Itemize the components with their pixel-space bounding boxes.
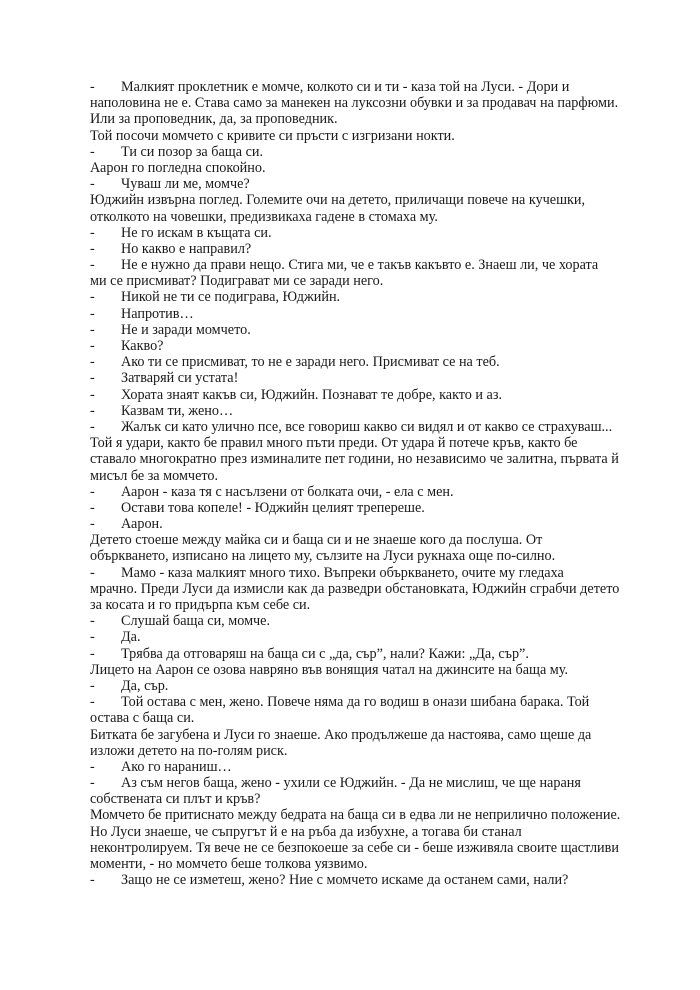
dialogue-dash: - [90,499,95,516]
dialogue-line [90,646,650,662]
dialogue-dash: - [90,240,95,257]
dialogue-line [90,484,650,500]
dialogue-dash: - [90,224,95,241]
dialogue-dash: - [90,613,95,630]
dialogue-dash: - [90,176,95,193]
narration-line [90,710,650,726]
narration-line [90,95,650,111]
line-text: Мамо - каза малкият много тихо. Въпреки объркването, очите му гледаха [121,564,564,581]
line-text: Той я удари, както бе правил много пъти преди. От удара й потече кръв, както бе [90,435,578,452]
line-text: объркването, изписано на лицето му, сълзите на Луси рукнаха още по-силно. [90,548,556,565]
line-text: Хората знаят какъв си, Юджийн. Познават те добре, както и аз. [121,386,503,403]
line-text: Слушай баща си, момче. [121,613,271,630]
line-text: Той посочи момчето с кривите си пръсти с изгризани нокти. [90,127,455,144]
dialogue-dash: - [90,370,95,387]
dialogue-line [90,257,650,273]
dialogue-line [90,79,650,95]
line-text: Аз съм негов баща, жено - ухили се Юджийн. - Да не мислиш, че ще нараня [121,775,581,792]
line-text: Аарон - каза тя с насълзени от болката очи, - ела с мен. [121,483,454,500]
narration-line [90,128,650,144]
line-text: за косата и го придърпа към себе си. [90,597,311,613]
narration-line [90,743,650,759]
line-text: Затваряй си устата! [121,370,239,387]
narration-line [90,273,650,289]
line-text: Жалък си като улично псе, все говориш какво си видял и от какво се страхуваш... [121,418,613,435]
line-text: Или за проповедник, да, за проповедник. [90,111,338,128]
narration-line [90,824,650,840]
narration-line [90,532,650,548]
line-text: Ако ти се присмиват, то не е заради него. Присмиват се на теб. [121,354,500,371]
line-text: Напротив… [121,305,194,322]
dialogue-dash: - [90,386,95,403]
line-text: мрачно. Преди Луси да измисли как да разведри обстановката, Юджийн сграбчи детето [90,580,620,597]
dialogue-dash: - [90,629,95,646]
dialogue-dash: - [90,354,95,371]
narration-line [90,597,650,613]
line-text: Не го искам в къщата си. [121,224,272,241]
line-text: Чуваш ли ме, момче? [121,176,250,193]
line-text: моменти, - но момчето беше толкова уязвимо. [90,856,368,872]
line-text: Малкият проклетник е момче, колкото си и ти - каза той на Луси. - Дори и [121,79,570,95]
dialogue-line [90,516,650,532]
line-text: собствената си плът и кръв? [90,791,261,808]
dialogue-dash: - [90,677,95,694]
narration-line [90,791,650,807]
narration-line [90,840,650,856]
dialogue-line [90,387,650,403]
line-text: мисъл бе за момчето. [90,467,219,484]
dialogue-line [90,322,650,338]
line-text: Но какво е направил? [121,240,252,257]
line-text: Ти си позор за баща си. [121,143,263,160]
line-text: неконтролируем. Тя вече не се безпокоеше за себе си - беше изживяла своите щастливи [90,839,619,856]
dialogue-line [90,775,650,791]
dialogue-dash: - [90,516,95,533]
narration-line [90,662,650,678]
dialogue-dash: - [90,143,95,160]
dialogue-line [90,694,650,710]
dialogue-line [90,241,650,257]
dialogue-line [90,403,650,419]
narration-line [90,856,650,872]
line-text: Но Луси знаеше, че съпругът й е на ръба да избухне, а тогава би станал [90,823,522,840]
line-text: остава с баща си. [90,710,195,727]
dialogue-line [90,354,650,370]
narration-line [90,111,650,127]
dialogue-dash: - [90,775,95,792]
dialogue-line [90,370,650,386]
dialogue-dash: - [90,257,95,274]
line-text: Аарон го погледна спокойно. [90,159,266,176]
line-text: ставало многократно през изминалите пет години, но независимо че залитна, първата й [90,451,619,468]
line-text: Той остава с мен, жено. Повече няма да го водиш в онази шибана барака. Той [121,694,590,711]
dialogue-dash: - [90,79,95,95]
line-text: Не и заради момчето. [121,321,251,338]
dialogue-line [90,225,650,241]
dialogue-line [90,759,650,775]
dialogue-line [90,419,650,435]
dialogue-line [90,872,650,888]
dialogue-line [90,678,650,694]
narration-line [90,727,650,743]
narration-line [90,160,650,176]
dialogue-line [90,176,650,192]
line-text: Да. [121,629,141,646]
dialogue-line [90,500,650,516]
dialogue-line [90,306,650,322]
dialogue-dash: - [90,402,95,419]
line-text: Трябва да отговаряш на баща си с „да, сър”, нали? Кажи: „Да, сър”. [121,645,529,662]
dialogue-line [90,338,650,354]
dialogue-dash: - [90,758,95,775]
line-text: Не е нужно да прави нещо. Стига ми, че е такъв какъвто е. Знаеш ли, че хората [121,257,599,274]
line-text: Момчето бе притиснато между бедрата на баща си в едва ли не неприлично положение. [90,807,621,824]
narration-line [90,435,650,451]
dialogue-dash: - [90,338,95,354]
dialogue-line [90,565,650,581]
dialogue-dash: - [90,694,95,711]
line-text: Лицето на Аарон се озова навряно във вонящия чатал на джинсите на баща му. [90,661,569,678]
narration-line [90,451,650,467]
dialogue-dash: - [90,321,95,338]
dialogue-dash: - [90,645,95,662]
dialogue-dash: - [90,483,95,500]
narration-line [90,192,650,208]
dialogue-dash: - [90,872,95,889]
line-text: Да, сър. [121,677,169,694]
dialogue-line [90,629,650,645]
line-text: отколкото на човешки, предизвикаха гадене в стомаха му. [90,208,438,225]
narration-line [90,807,650,823]
dialogue-dash: - [90,289,95,306]
dialogue-line [90,289,650,305]
narration-line [90,209,650,225]
dialogue-line [90,144,650,160]
line-text: Остави това копеле! - Юджийн целият трепереше. [121,499,425,516]
line-text: ми се присмиват? Подиграват ми се заради него. [90,273,384,290]
line-text: Казвам ти, жено… [121,402,234,419]
line-text: Битката бе загубена и Луси го знаеше. Ако продължеше да настоява, само щеше да [90,726,592,743]
dialogue-dash: - [90,418,95,435]
narration-line [90,581,650,597]
line-text: Какво? [121,338,164,354]
line-text: Аарон. [121,516,163,533]
line-text: изложи детето на по-голям риск. [90,742,288,759]
dialogue-line [90,613,650,629]
body-text [90,79,650,888]
line-text: Ако го нараниш… [121,758,232,775]
dialogue-dash: - [90,305,95,322]
dialogue-dash: - [90,564,95,581]
narration-line [90,548,650,564]
line-text: Юджийн извърна поглед. Големите очи на детето, приличащи повече на кучешки, [90,192,586,209]
narration-line [90,468,650,484]
line-text: Защо не се изметеш, жено? Ние с момчето искаме да останем сами, нали? [121,872,569,889]
line-text: Никой не ти се подиграва, Юджийн. [121,289,341,306]
line-text: Детето стоеше между майка си и баща си и не знаеше кого да послуша. От [90,532,543,549]
line-text: наполовина не е. Става само за манекен на луксозни обувки и за продавач на парфюми. [90,95,619,112]
